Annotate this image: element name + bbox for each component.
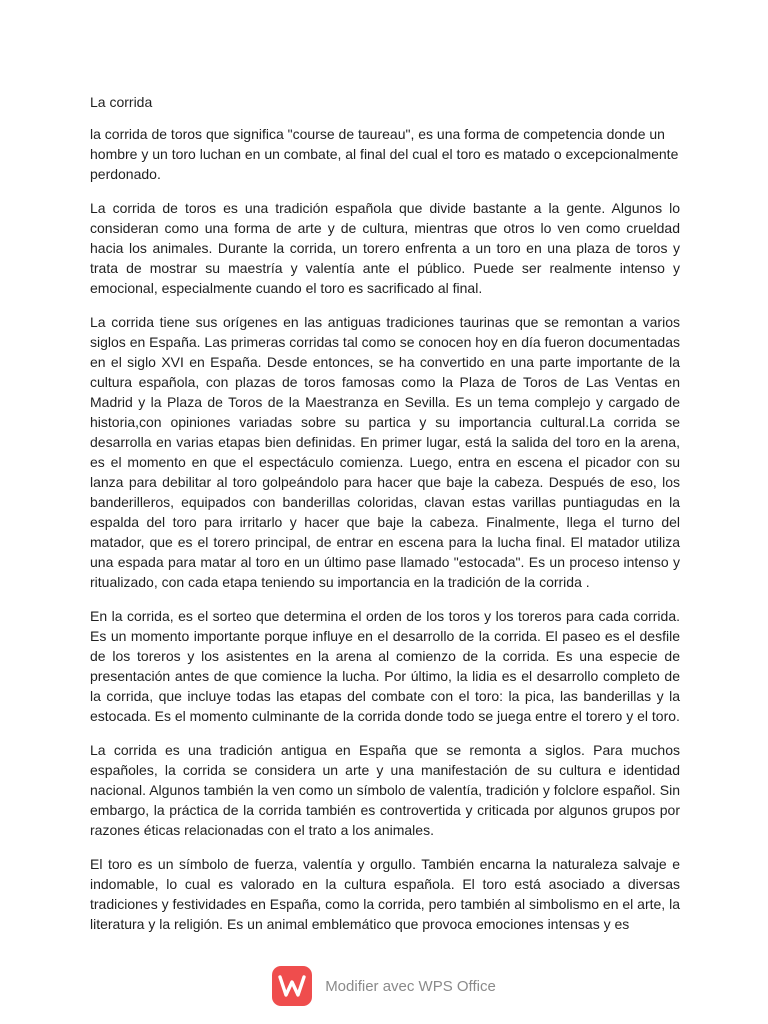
document-title: La corrida (90, 94, 153, 110)
wps-edit-footer[interactable] (0, 964, 768, 1008)
paragraph-cultural-meaning: La corrida es una tradición antigua en España que se remonta a siglos. Para muchos españoles, la corrida se considera un arte y una manifestación de su cultura e identidad nacional. Algunos también la ven como un símbolo de valentía, tradición y folclore español. Sin embargo, la práctica de la corrida también es controvertida y criticada por algunos grupos por razones éticas relacionadas con el trato a los animales. (90, 742, 680, 838)
paragraph-bull-symbol: El toro es un símbolo de fuerza, valentía y orgullo. También encarna la naturaleza salvaje e indomable, lo cual es valorado en la cultura española. El toro está asociado a diversas tradiciones y festividades en España, como la corrida, pero también al simbolismo en el arte, la literatura y la religión. Es un animal emblemático que provoca emociones intensas y es (90, 856, 680, 932)
paragraph-origins-stages: La corrida tiene sus orígenes en las antiguas tradiciones taurinas que se remontan a varios siglos en España. Las primeras corridas tal como se conocen hoy en día fueron documentadas en el siglo XVI en España. Desde entonces, se ha convertido en una parte importante de la cultura española, con plazas de toros famosas como la Plaza de Toros de Las Ventas en Madrid y la Plaza de Toros de la Maestranza en Sevilla. Es un tema complejo y cargado de historia,con opiniones variadas sobre su partica y su importancia cultural.La corrida se desarrolla en varias etapas bien definidas. En primer lugar, está la salida del toro en la arena, es el momento en que el espectáculo comienza. Luego, entra en escena el picador con su lanza para debilitar al toro golpeándolo para hacer que baje la cabeza. Después de eso, los banderilleros, equipados con banderillas coloridas, clavan estas varillas puntiagudas en la espalda del toro para irritarlo y hacer que baje la cabeza. Finalmente, llega el turno del matador, que es el torero principal, de entrar en escena para la lucha final. El matador utiliza una espada para matar al toro en un último pase llamado "estocada". Es un proceso intenso y ritualizado, con cada etapa teniendo su importancia en la tradición de la corrida . (90, 314, 680, 590)
wps-office-logo-icon[interactable] (272, 966, 312, 1006)
paragraph-tradition: La corrida de toros es una tradición española que divide bastante a la gente. Algunos lo consideran como una forma de arte y de cultura, mientras que otros lo ven como crueldad hacia los animales. Durante la corrida, un torero enfrenta a un toro en una plaza de toros y trata de mostrar su maestría y valentía ante el público. Puede ser realmente intenso y emocional, especialmente cuando el toro es sacrificado al final. (90, 200, 680, 296)
paragraph-sorteo-paseo-lidia: En la corrida, es el sorteo que determina el orden de los toros y los toreros para cada corrida. Es un momento importante porque influye en el desarrollo de la corrida. El paseo es el desfile de los toreros y los asistentes en la arena al comienzo de la corrida. Es una especie de presentación antes de que comience la lucha. Por último, la lidia es el desarrollo completo de la corrida, que incluye todas las etapas del combate con el toro: la pica, las banderillas y la estocada. Es el momento culminante de la corrida donde todo se juega entre el torero y el toro. (90, 608, 680, 724)
paragraph-definition: la corrida de toros que significa "course de taureau", es una forma de competencia donde un hombre y un toro luchan en un combate, al final del cual el toro es matado o excepcionalmente perdonado. (90, 126, 679, 182)
document-page (90, 92, 680, 948)
wps-edit-link[interactable]: Modifier avec WPS Office (325, 977, 496, 995)
